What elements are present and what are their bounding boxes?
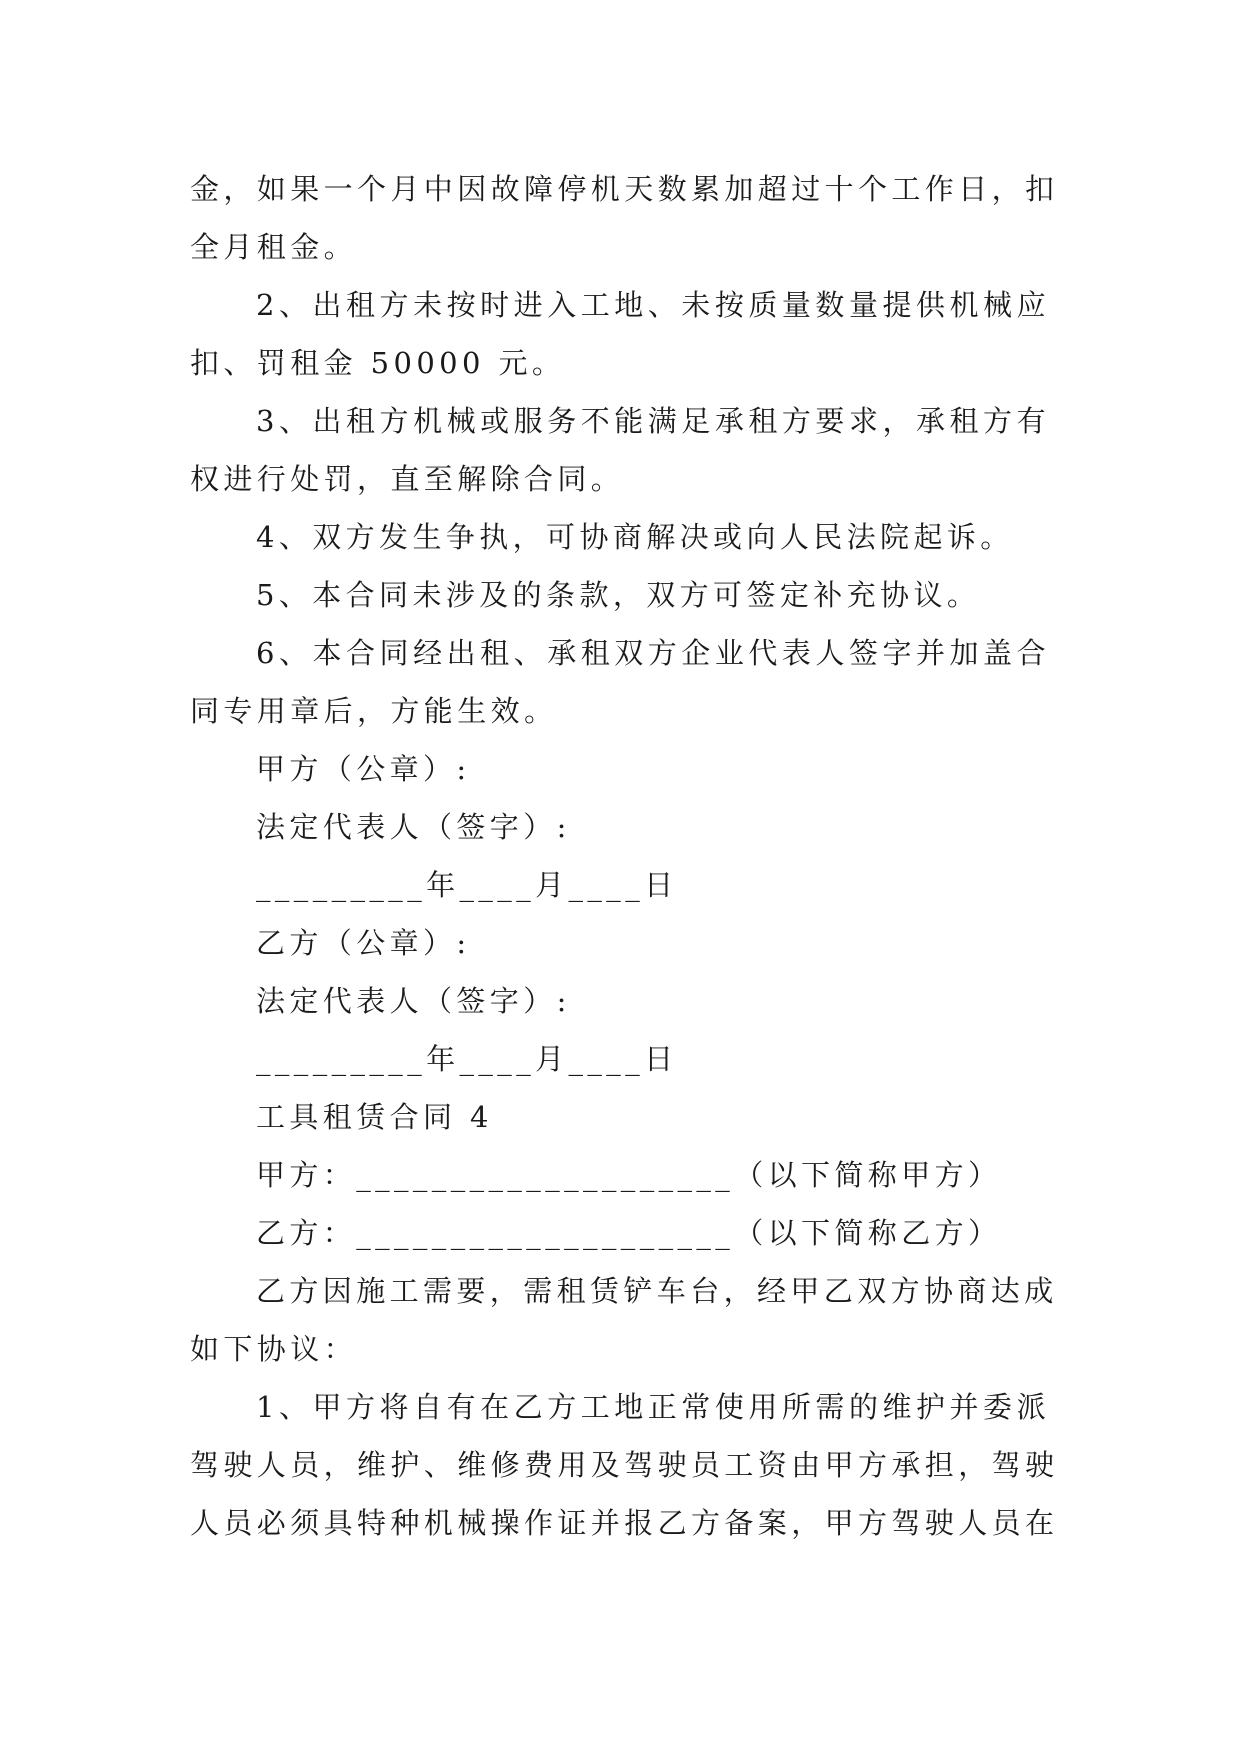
- text-line: 甲方（公章）:: [256, 752, 471, 786]
- text-line: 3、出租方机械或服务不能满足承租方要求，承租方有: [256, 404, 1050, 438]
- text-line: 6、本合同经出租、承租双方企业代表人签字并加盖合: [256, 636, 1050, 670]
- text-line: 权进行处罚，直至解除合同。: [190, 462, 625, 496]
- text-line: 人员必须具特种机械操作证并报乙方备案，甲方驾驶人员在: [190, 1506, 1059, 1540]
- text-line: 工具租赁合同 4: [256, 1100, 493, 1134]
- text-line: 扣、罚租金 50000 元。: [190, 346, 566, 380]
- text-line: 甲方：____________________（以下简称甲方）: [256, 1158, 1002, 1192]
- text-line: _________年____月____日: [256, 1042, 678, 1076]
- text-line: 5、本合同未涉及的条款，双方可签定补充协议。: [256, 578, 981, 612]
- text-line: 如下协议：: [190, 1332, 358, 1366]
- text-line: 法定代表人（签字）:: [256, 984, 571, 1018]
- text-line: 1、甲方将自有在乙方工地正常使用所需的维护并委派: [256, 1390, 1050, 1424]
- text-line: 全月租金。: [190, 230, 358, 264]
- text-line: 金，如果一个月中因故障停机天数累加超过十个工作日，扣: [190, 172, 1059, 206]
- text-line: 乙方因施工需要，需租赁铲车台，经甲乙双方协商达成: [256, 1274, 1058, 1308]
- text-line: 2、出租方未按时进入工地、未按质量数量提供机械应: [256, 288, 1050, 322]
- text-line: 同专用章后，方能生效。: [190, 694, 558, 728]
- text-line: 驾驶人员，维护、维修费用及驾驶员工资由甲方承担，驾驶: [190, 1448, 1059, 1482]
- text-line: 乙方：____________________（以下简称乙方）: [256, 1216, 1002, 1250]
- text-line: 4、双方发生争执，可协商解决或向人民法院起诉。: [256, 520, 1014, 554]
- text-line: 法定代表人（签字）:: [256, 810, 571, 844]
- text-line: 乙方（公章）:: [256, 926, 471, 960]
- document-body: [190, 160, 1059, 1552]
- text-line: _________年____月____日: [256, 868, 678, 902]
